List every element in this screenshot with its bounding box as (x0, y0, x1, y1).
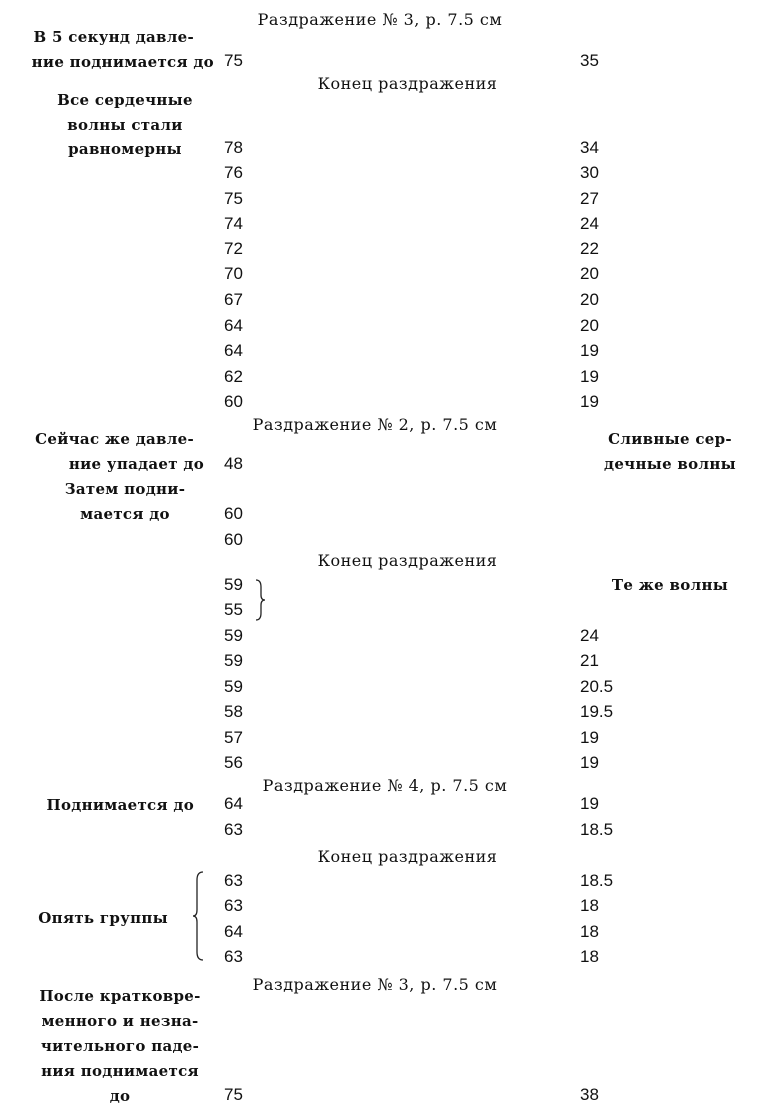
left-value: 67 (224, 290, 243, 309)
stimulation-end-heading: Конец раздражения (317, 74, 498, 93)
left-note: ние упадает до (68, 455, 204, 473)
right-value: 27 (580, 189, 599, 208)
right-value: 20 (580, 290, 599, 309)
left-note: Затем подни- (64, 480, 186, 498)
left-value: 56 (224, 753, 243, 772)
right-value: 21 (580, 651, 599, 670)
right-value: 24 (580, 214, 599, 233)
left-note: мается до (80, 505, 170, 523)
right-value: 20 (580, 316, 599, 335)
right-value: 18.5 (580, 820, 614, 839)
right-value: 19 (580, 341, 599, 360)
left-value: 70 (224, 264, 243, 283)
left-value: 63 (224, 896, 243, 915)
left-value: 48 (224, 454, 243, 473)
left-note: В 5 секунд давле- (33, 28, 194, 46)
left-note: После кратковре- (39, 987, 201, 1005)
right-value: 35 (580, 51, 599, 70)
left-value: 72 (224, 239, 243, 258)
left-value: 63 (224, 871, 243, 890)
left-value: 59 (224, 651, 243, 670)
left-value: 63 (224, 947, 243, 966)
right-value: 19 (580, 728, 599, 747)
left-value: 63 (224, 820, 243, 839)
right-brace-icon (254, 578, 268, 622)
stimulation-end-heading: Конец раздражения (317, 847, 498, 866)
left-value: 59 (224, 575, 243, 594)
right-value: 19 (580, 753, 599, 772)
right-value: 34 (580, 138, 599, 157)
left-note: до (109, 1087, 131, 1105)
left-value: 75 (224, 51, 243, 70)
left-value: 75 (224, 189, 243, 208)
left-brace-icon (191, 870, 205, 962)
left-note: ние поднимается до (31, 53, 214, 71)
right-value: 19 (580, 392, 599, 411)
stimulation-heading: Раздражение № 3, р. 7.5 см (257, 10, 503, 29)
right-value: 20 (580, 264, 599, 283)
left-value: 64 (224, 922, 243, 941)
left-value: 60 (224, 530, 243, 549)
right-value: 19 (580, 367, 599, 386)
right-note: Те же волны (611, 576, 729, 594)
left-value: 58 (224, 702, 243, 721)
right-value: 24 (580, 626, 599, 645)
right-value: 18 (580, 947, 599, 966)
left-value: 62 (224, 367, 243, 386)
left-value: 60 (224, 392, 243, 411)
left-value: 74 (224, 214, 243, 233)
left-note: Все сердечные (57, 91, 193, 109)
right-value: 19 (580, 794, 599, 813)
left-value: 64 (224, 316, 243, 335)
left-value: 76 (224, 163, 243, 182)
right-value: 38 (580, 1085, 599, 1104)
left-note: Опять группы (38, 909, 168, 927)
right-note: Сливные сер- (608, 430, 732, 448)
stimulation-heading: Раздражение № 3, р. 7.5 см (252, 975, 498, 994)
right-value: 18.5 (580, 871, 614, 890)
left-note: ния поднимается (41, 1062, 199, 1080)
stimulation-end-heading: Конец раздражения (317, 551, 498, 570)
left-note: равномерны (68, 140, 182, 158)
left-note: чительного паде- (40, 1037, 200, 1055)
left-note: менного и незна- (41, 1012, 199, 1030)
stimulation-heading: Раздражение № 2, р. 7.5 см (252, 415, 498, 434)
right-note: дечные волны (604, 455, 736, 473)
stimulation-heading: Раздражение № 4, р. 7.5 см (262, 776, 508, 795)
right-value: 30 (580, 163, 599, 182)
left-note: Сейчас же давле- (35, 430, 194, 448)
left-note: волны стали (67, 116, 183, 134)
left-value: 59 (224, 626, 243, 645)
right-value: 18 (580, 896, 599, 915)
left-value: 59 (224, 677, 243, 696)
left-value: 60 (224, 504, 243, 523)
left-value: 64 (224, 794, 243, 813)
left-value: 78 (224, 138, 243, 157)
left-value: 64 (224, 341, 243, 360)
left-value: 57 (224, 728, 243, 747)
left-value: 55 (224, 600, 243, 619)
right-value: 19.5 (580, 702, 614, 721)
left-note: Поднимается до (46, 796, 194, 814)
right-value: 22 (580, 239, 599, 258)
right-value: 18 (580, 922, 599, 941)
left-value: 75 (224, 1085, 243, 1104)
right-value: 20.5 (580, 677, 614, 696)
